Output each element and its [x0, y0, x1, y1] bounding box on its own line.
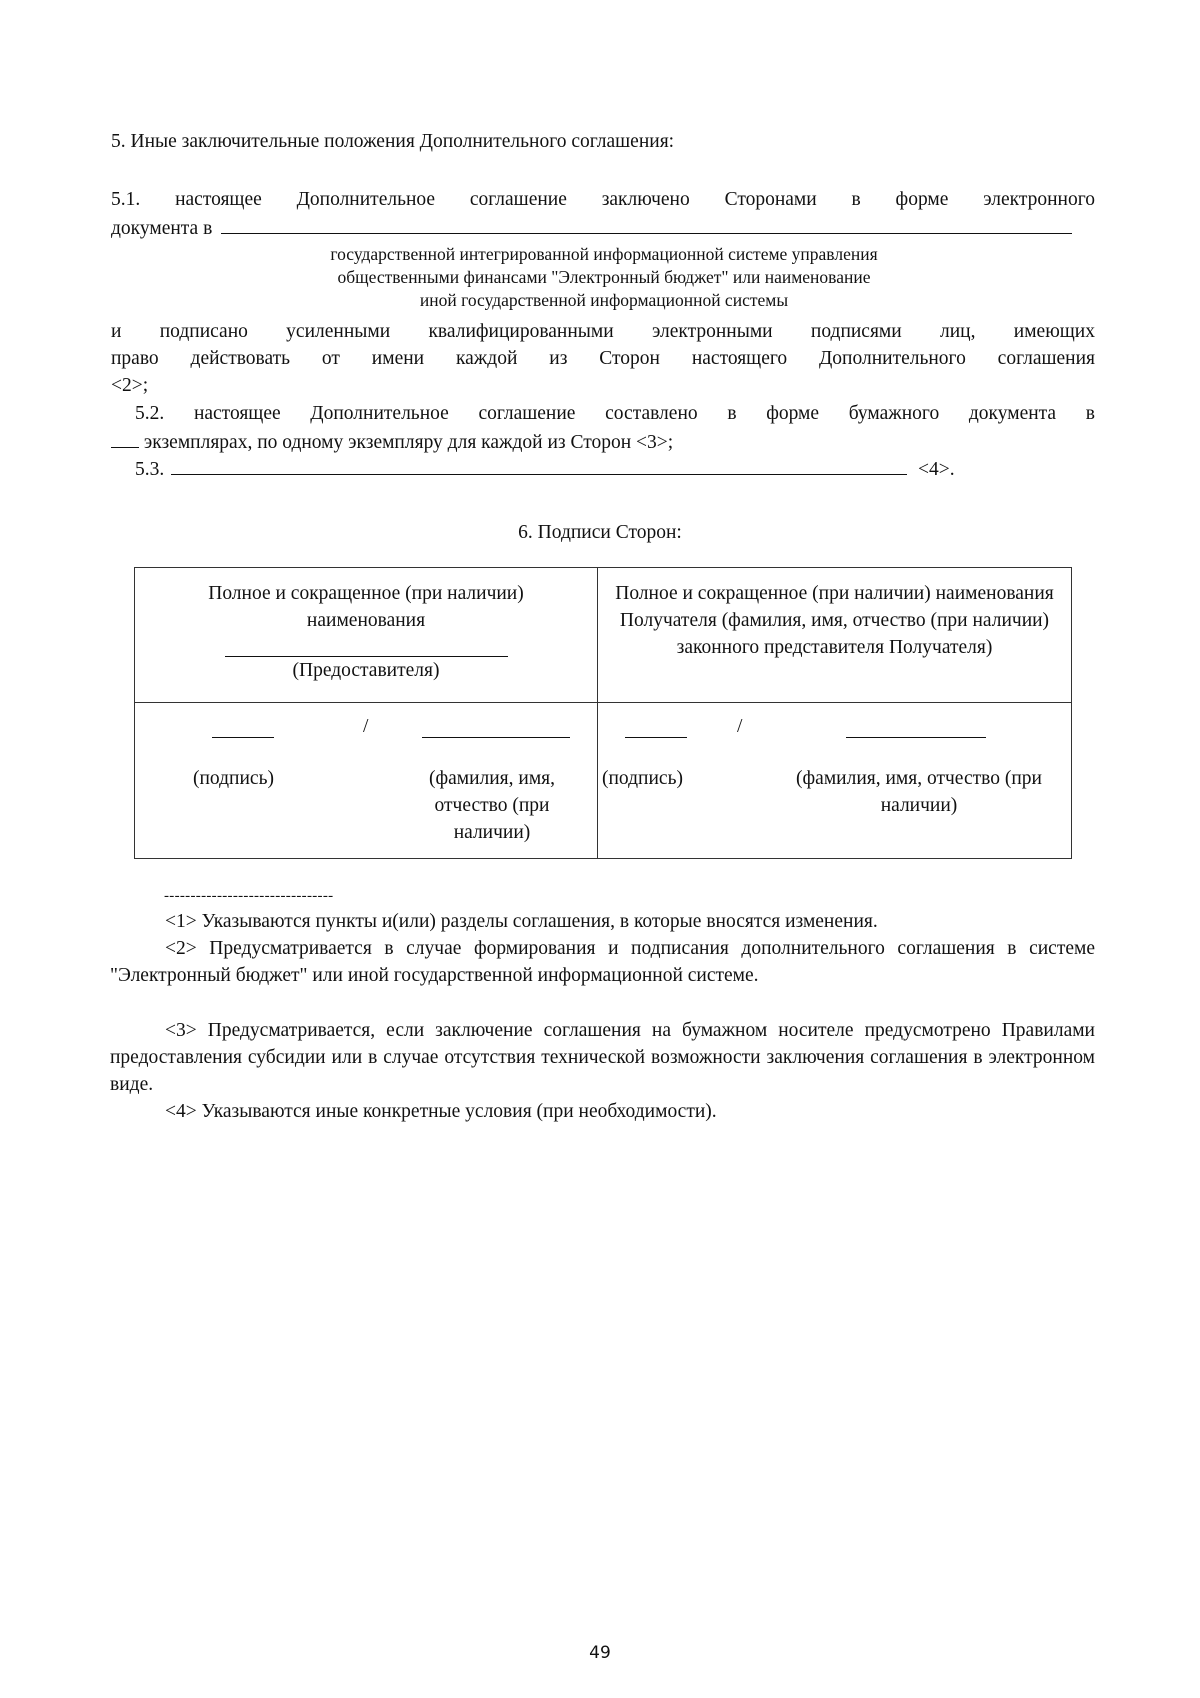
clause-5-1-line-1: 5.1. настоящее Дополнительное соглашение заключено Сторонами в форме электронного — [111, 189, 1095, 210]
blank-hint-line: общественными финансами "Электронный бюджет" или наименование — [337, 267, 871, 287]
clause-5-1-line-5: <2>; — [111, 375, 149, 396]
clause-5-1-line-4: право действовать от имени каждой из Сторон настоящего Дополнительного соглашения — [111, 348, 1095, 369]
clause-5-3 — [135, 454, 955, 483]
signature-caption: (подпись) — [602, 768, 683, 789]
clause-5-3-number: 5.3. — [135, 459, 165, 480]
full-name-caption: (фамилия, имя, отчество (при наличии) — [428, 768, 556, 843]
signature-caption: (подпись) — [193, 768, 274, 789]
blank-hint — [244, 243, 964, 312]
provider-name-signature-blank[interactable] — [422, 737, 570, 738]
clause-5-2-text: экземплярах, по одному экземпляру для каждой из Сторон <3>; — [143, 432, 674, 453]
system-name-blank[interactable] — [221, 213, 1072, 234]
clause-5-1-line-2 — [111, 213, 1072, 242]
recipient-header-text: Полное и сокращенное (при наличии) наименования Получателя (фамилия, имя, отчество (при наличии) законного представителя Получателя) — [615, 583, 1054, 658]
page-number: 49 — [589, 1643, 611, 1663]
blank-hint-line: иной государственной информационной системы — [419, 290, 789, 310]
footnote-4: <4> Указываются иные конкретные условия (при необходимости). — [165, 1101, 717, 1122]
recipient-name-signature-blank[interactable] — [846, 737, 986, 738]
other-conditions-blank[interactable] — [171, 454, 907, 475]
provider-label: (Предоставителя) — [292, 660, 440, 681]
signatures-header-row — [135, 568, 1072, 703]
signatures-sign-row — [135, 703, 1072, 859]
footnote-3: <3> Предусматривается, если заключение соглашения на бумажном носителе предусмотрено Правилами предоставления субсидии или в случае отсутствия технической возможности заключения соглашения в электронном виде. — [110, 1020, 1095, 1095]
clause-5-2-line-1: 5.2. настоящее Дополнительное соглашение составлено в форме бумажного документа в — [135, 403, 1095, 424]
provider-name-blank[interactable] — [225, 642, 508, 657]
footnote-2: <2> Предусматривается в случае формирования и подписания дополнительного соглашения в системе "Электронный бюджет" или иной государственной информационной системе. — [110, 938, 1095, 986]
full-name-caption: (фамилия, имя, отчество (при наличии) — [796, 768, 1042, 816]
provider-signature-blank[interactable] — [212, 737, 274, 738]
clause-5-2-line-2 — [111, 427, 673, 456]
provider-header-cell — [135, 568, 598, 703]
recipient-signature-blank[interactable] — [625, 737, 687, 738]
clause-5-1-prefix: документа в — [111, 218, 213, 239]
section-6-heading: 6. Подписи Сторон: — [518, 522, 682, 543]
slash-separator: / — [363, 716, 369, 737]
blank-hint-line: государственной интегрированной информационной системе управления — [330, 244, 878, 264]
recipient-header-cell — [598, 568, 1072, 703]
recipient-signature-cell — [598, 703, 1072, 859]
clause-5-1-line-3: и подписано усиленными квалифицированными электронными подписями лиц, имеющих — [111, 321, 1095, 342]
signatures-table — [134, 567, 1072, 859]
footnote-1: <1> Указываются пункты и(или) разделы соглашения, в которые вносятся изменения. — [165, 911, 878, 932]
provider-header-line: Полное и сокращенное (при наличии) — [208, 583, 524, 604]
copies-count-blank[interactable] — [111, 427, 139, 448]
section-5-heading: 5. Иные заключительные положения Дополнительного соглашения: — [111, 131, 675, 152]
footnote-separator: -------------------------------- — [164, 888, 334, 904]
clause-5-3-footnote-ref: <4>. — [918, 459, 955, 480]
provider-header-line: наименования — [306, 610, 426, 631]
provider-signature-cell — [135, 703, 598, 859]
slash-separator: / — [737, 716, 743, 737]
